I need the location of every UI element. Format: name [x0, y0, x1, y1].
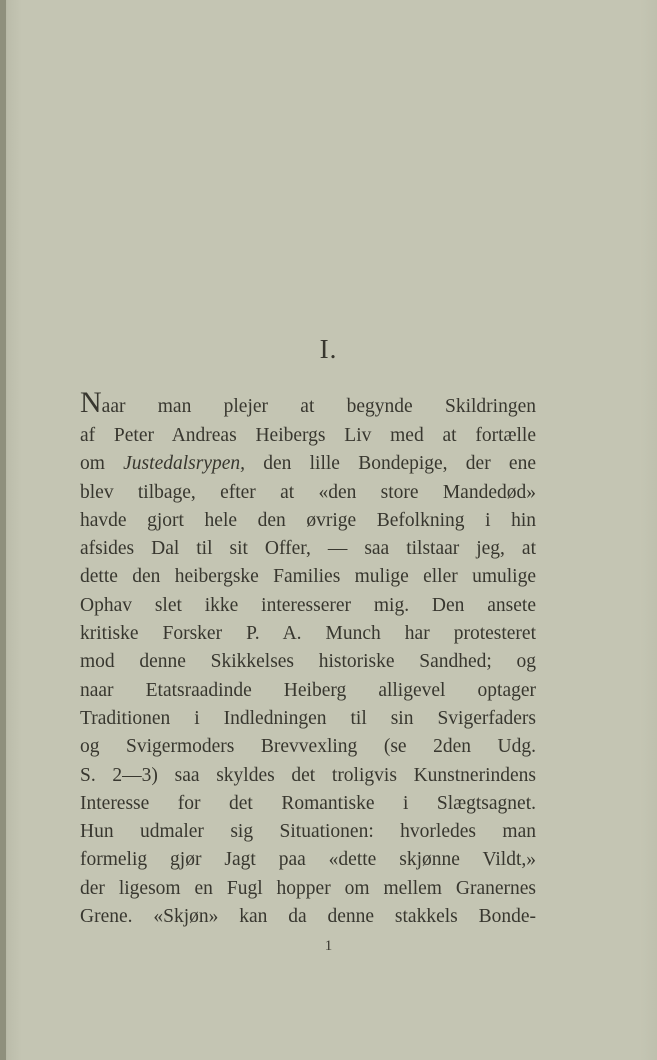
text-line-10: mod denne Skikkelses historiske Sandhed; og — [80, 651, 536, 673]
page-number: 1 — [324, 938, 333, 954]
chapter-heading: I. — [319, 334, 338, 364]
text-line-16: Hun udmaler sig Situationen: hvorledes man — [80, 821, 536, 843]
text-line-1 — [80, 388, 536, 422]
text-line-11: naar Etatsraadinde Heiberg alligevel optager — [80, 679, 536, 701]
text-line-3-post: den lille Bondepige, der ene — [245, 453, 536, 475]
text-line-17: formelig gjør Jagt paa «dette skjønne Vildt,» — [80, 849, 536, 871]
text-line-3-pre: om — [80, 453, 124, 475]
work-title: Justedalsrypen, — [123, 453, 246, 475]
text-line-3 — [80, 450, 536, 478]
text-line-8: Ophav slet ikke interesserer mig. Den ansete — [80, 594, 536, 616]
text-line-19: Grene. «Skjøn» kan da denne stakkels Bonde- — [80, 906, 536, 928]
body-text — [80, 388, 536, 931]
text-line-9: kritiske Forsker P. A. Munch har protesteret — [80, 623, 536, 645]
text-line-2: af Peter Andreas Heibergs Liv med at fortælle — [80, 425, 536, 446]
text-line-15: Interesse for det Romantiske i Slægtsagnet. — [80, 792, 536, 814]
text-line-12: Traditionen i Indledningen til sin Svigerfaders — [80, 707, 536, 729]
text-line-6: afsides Dal til sit Offer, — saa tilstaar jeg, at — [80, 538, 536, 560]
drop-cap: N — [80, 386, 102, 419]
binding-edge — [0, 0, 6, 1060]
text-line-4: blev tilbage, efter at «den store Mandedød» — [80, 481, 536, 503]
text-line-14: S. 2—3) saa skyldes det troligvis Kunstnerindens — [80, 764, 536, 786]
text-line-18: der ligesom en Fugl hopper om mellem Granernes — [80, 877, 536, 899]
text-line-13: og Svigermoders Brevvexling (se 2den Udg. — [80, 736, 536, 758]
text-line-1-rest: aar man plejer at begynde Skildringen — [101, 396, 536, 417]
text-line-5: havde gjort hele den øvrige Befolkning i hin — [80, 509, 536, 531]
text-line-7: dette den heibergske Families mulige eller umulige — [80, 566, 536, 588]
